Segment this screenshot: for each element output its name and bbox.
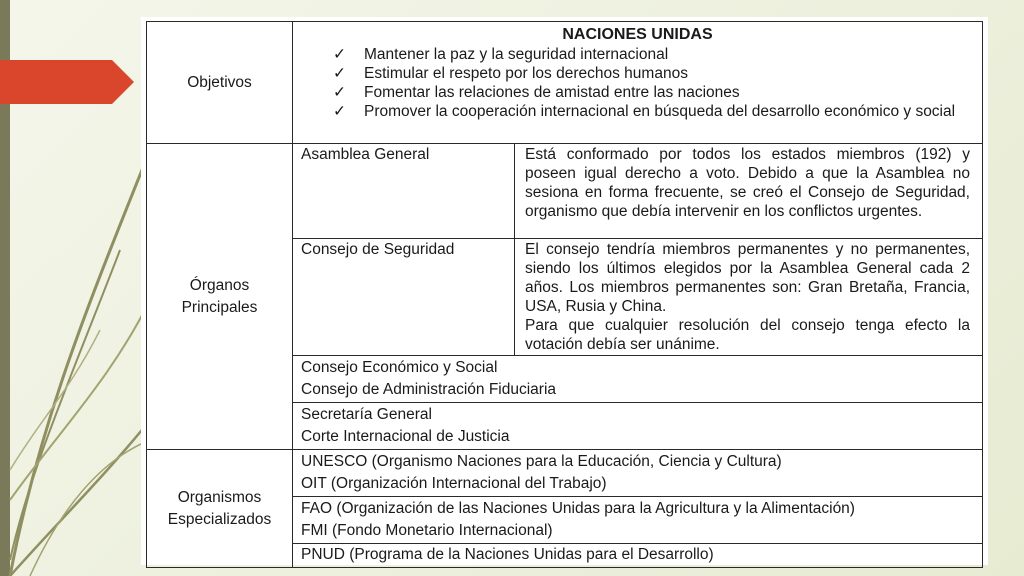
accent-arrow-tab [0, 60, 134, 104]
table-title: NACIONES UNIDAS [562, 26, 713, 43]
organos-row-consejos: Consejo Económico y Social Consejo de Administración Fiduciaria [293, 356, 983, 403]
list-item: ✓ Mantener la paz y la seguridad internacional [333, 46, 669, 63]
organ-asamblea: Asamblea General [293, 144, 515, 239]
check-mark-icon: ✓ [333, 84, 346, 101]
table-row-objetivos [147, 22, 983, 144]
organos-row-secretaria: Secretaría General Corte Internacional de Justicia [293, 403, 983, 450]
check-mark-icon: ✓ [333, 46, 346, 63]
desc-asamblea: Está conformado por todos los estados miembros (192) y poseen igual derecho a voto. Debido a que la Asamblea no sesiona en forma frecuente, se creó el Consejo de Seguridad, organismo que debía intervenir en los conflictos urgentes. [515, 144, 983, 239]
list-item: ✓ Fomentar las relaciones de amistad entre las naciones [333, 84, 740, 101]
list-item: ✓ Promover la cooperación internacional en búsqueda del desarrollo económico y social [333, 103, 956, 120]
united-nations-table [146, 21, 983, 568]
table-row [147, 144, 983, 239]
organismos-row-unesco: UNESCO (Organismo Naciones para la Educación, Ciencia y Cultura) OIT (Organización Internacional del Trabajo) [293, 450, 983, 497]
organ-consejo: Consejo de Seguridad [293, 239, 515, 356]
check-mark-icon: ✓ [333, 103, 346, 120]
organismos-row-pnud: PNUD (Programa de la Naciones Unidas para el Desarrollo) [293, 544, 983, 568]
desc-consejo: El consejo tendría miembros permanentes y no permanentes, siendo los últimos elegidos por la Asamblea General cada 2 años. Los miembros permanentes son: Gran Bretaña, Francia, USA, Rusia y China. Para que cualquier resolución del consejo tenga efecto la votación debía ser unánime. [515, 239, 983, 356]
objetivos-list [293, 45, 982, 123]
category-organos: Órganos Principales [147, 144, 293, 450]
list-item: ✓ Estimular el respeto por los derechos humanos [333, 65, 688, 82]
category-objetivos: Objetivos [147, 22, 293, 144]
table-row [147, 450, 983, 497]
organismos-row-fao: FAO (Organización de las Naciones Unidas para la Agricultura y la Alimentación) FMI (Fondo Monetario Internacional) [293, 497, 983, 544]
check-mark-icon: ✓ [333, 65, 346, 82]
slide-content [141, 17, 988, 565]
objetivos-cell [293, 22, 983, 144]
category-organismos: Organismos Especializados [147, 450, 293, 568]
